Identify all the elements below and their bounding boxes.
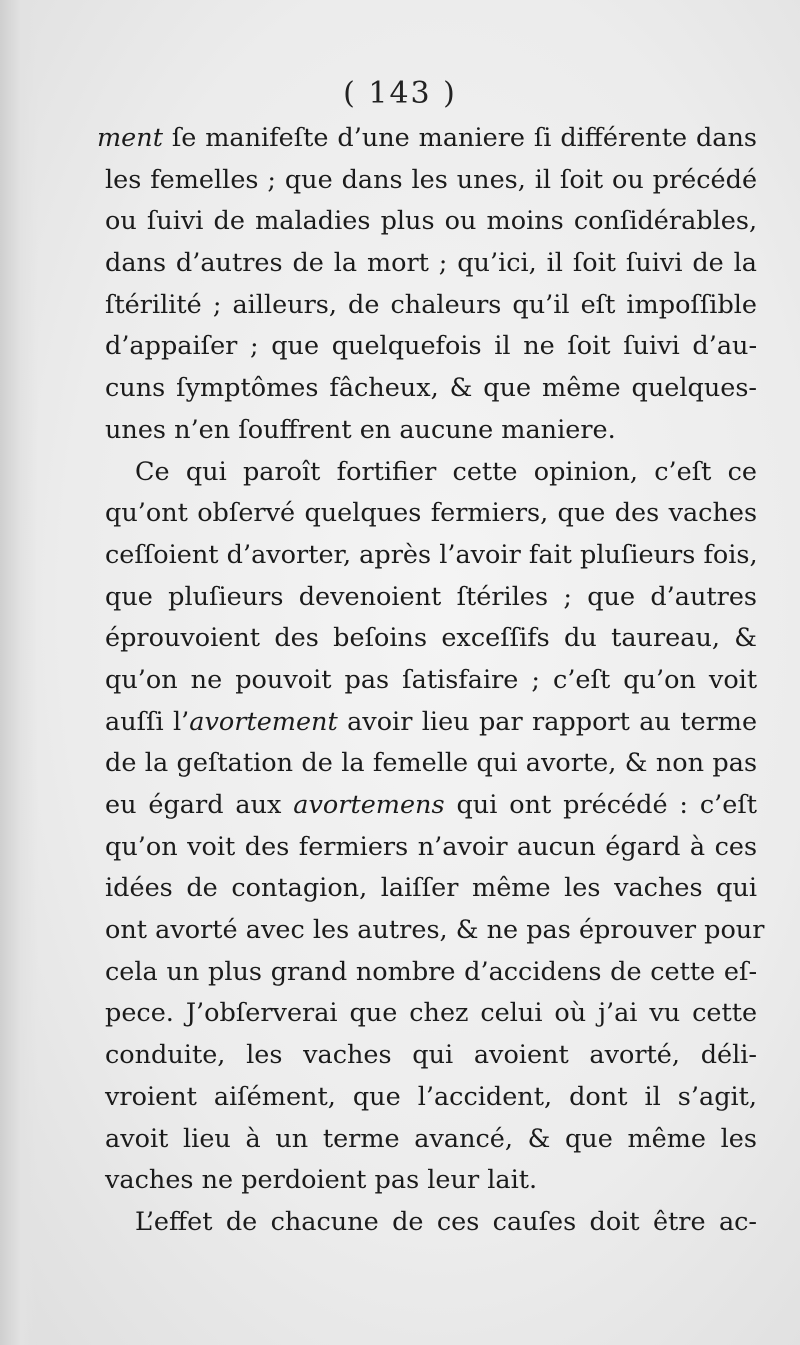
text-line: unes n’en ſouffrent en aucune maniere. [105,414,616,445]
text-line: ment ſe manifeſte d’une maniere ſi différente dans [97,123,757,153]
text-line: dans d’autres de la mort ; qu’ici, il ſoit ſuivi de la [105,248,757,279]
text-line: L’effet de chacune de ces cauſes doit être ac- [135,1206,758,1237]
text-line: ou ſuivi de maladies plus ou moins conſidérables, [105,206,758,237]
text-line: ſtérilité ; ailleurs, de chaleurs qu’il eſt impoſſible [105,289,758,320]
text-line: d’appaiſer ; que quelquefois il ne ſoit ſuivi d’au- [105,331,758,362]
text-line: cuns ſymptômes fâcheux, & que même quelques- [105,373,758,404]
text-line: que pluſieurs devenoient ſtériles ; que d’autres [105,581,758,612]
paragraph-1 [97,118,758,452]
text-line: vaches ne perdoient pas leur lait. [105,1165,538,1196]
text-line: ont avorté avec les autres, & ne pas éprouver pour [105,915,765,946]
body-text [97,118,765,1244]
text-line: avoit lieu à un terme avancé, & que même les [105,1123,757,1154]
paragraph-2 [105,452,765,1202]
text-line: Ce qui paroît fortifier cette opinion, c’eſt ce [135,456,758,487]
text-line: idées de contagion, laiſſer même les vaches qui [105,873,758,904]
text-line: auſſi l’avortement avoir lieu par rapport au terme [105,706,758,737]
text-line: les femelles ; que dans les unes, il ſoit ou précédé [105,164,758,195]
text-line: eu égard aux avortemens qui ont précédé : c’eſt [105,790,758,820]
page-number: ( 143 ) [343,76,457,111]
paragraph-3 [105,1202,757,1244]
text-line: vroient aiſément, que l’accident, dont il s’agit, [105,1081,758,1112]
text-line: de la geſtation de la femelle qui avorte, & non pas [105,748,758,779]
page-gutter-shadow [0,0,38,1345]
text-line: éprouvoient des beſoins exceſſifs du taureau, & [105,623,757,654]
text-line: qu’on voit des fermiers n’avoir aucun égard à ces [105,831,758,862]
text-line: ceſſoient d’avorter, après l’avoir fait pluſieurs fois, [105,539,758,570]
text-line: conduite, les vaches qui avoient avorté, déli- [105,1040,758,1071]
text-line: qu’ont obſervé quelques fermiers, que des vaches [105,498,758,529]
text-line: qu’on ne pouvoit pas ſatisfaire ; c’eſt qu’on voit [105,664,758,695]
text-line: cela un plus grand nombre d’accidens de cette eſ- [105,956,758,987]
text-line: pece. J’obſerverai que chez celui où j’ai vu cette [105,998,758,1029]
